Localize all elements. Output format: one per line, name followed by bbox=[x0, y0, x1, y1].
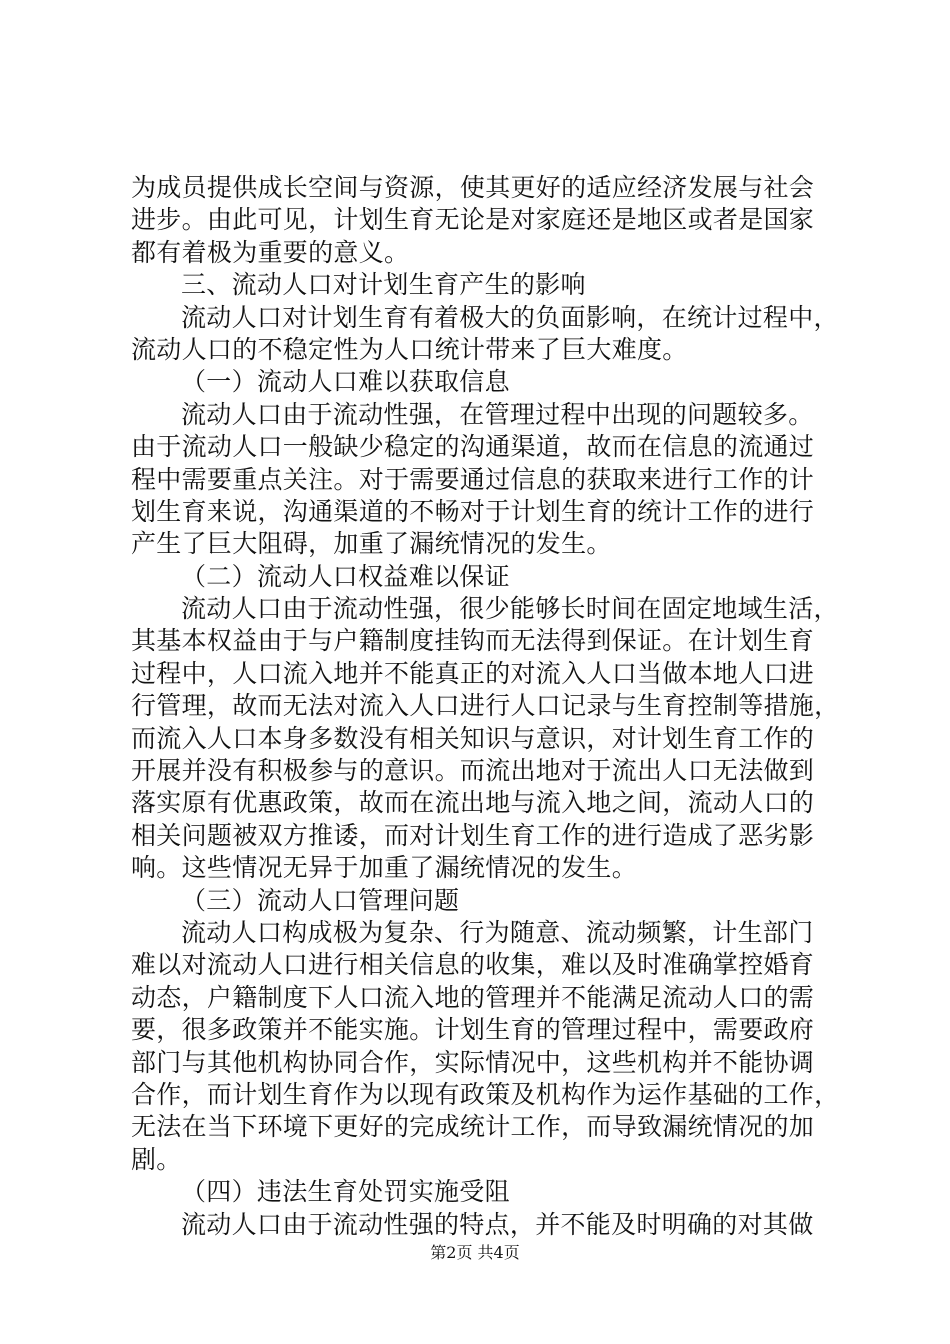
text-line: 为成员提供成长空间与资源，使其更好的适应经济发展与社会 bbox=[131, 173, 815, 202]
text-line: 合作，而计划生育作为以现有政策及机构作为运作基础的工作， bbox=[131, 1079, 840, 1109]
text-line: 剧。 bbox=[131, 1144, 182, 1174]
paragraph-first-line: 流动人口由于流动性强，很少能够长时间在固定地域生活， bbox=[181, 594, 839, 624]
text-line: 开展并没有积极参与的意识。而流出地对于流出人口无法做到 bbox=[131, 756, 815, 786]
page-footer: 第2页 共4页 bbox=[430, 1243, 520, 1262]
text-line: 划生育来说，沟通渠道的不畅对于计划生育的统计工作的进行 bbox=[131, 496, 815, 526]
document-body bbox=[131, 172, 840, 1241]
text-line: 流动人口的不稳定性为人口统计带来了巨大难度。 bbox=[131, 334, 688, 364]
text-line: 要，很多政策并不能实施。计划生育的管理过程中，需要政府 bbox=[131, 1015, 815, 1045]
text-line: 而流入人口本身多数没有相关知识与意识，对计划生育工作的 bbox=[131, 723, 815, 753]
paragraph-first-line: 流动人口对计划生育有着极大的负面影响，在统计过程中， bbox=[181, 302, 839, 332]
text-line: 难以对流动人口进行相关信息的收集，难以及时准确掌控婚育 bbox=[131, 950, 815, 980]
subsection-heading: （四）违法生育处罚实施受阻 bbox=[181, 1177, 510, 1207]
text-line: 进步。由此可见，计划生育无论是对家庭还是地区或者是国家 bbox=[131, 205, 815, 235]
subsection-heading: （一）流动人口难以获取信息 bbox=[181, 367, 510, 397]
text-line: 都有着极为重要的意义。 bbox=[131, 237, 410, 267]
subsection-heading: （二）流动人口权益难以保证 bbox=[181, 561, 510, 591]
paragraph-first-line: 流动人口由于流动性强的特点，并不能及时明确的对其做 bbox=[181, 1209, 814, 1239]
text-line: 响。这些情况无异于加重了漏统情况的发生。 bbox=[131, 853, 638, 883]
text-line: 过程中，人口流入地并不能真正的对流入人口当做本地人口进 bbox=[131, 658, 815, 688]
text-line: 相关问题被双方推诿，而对计划生育工作的进行造成了恶劣影 bbox=[131, 820, 815, 850]
text-line: 无法在当下环境下更好的完成统计工作，而导致漏统情况的加 bbox=[131, 1112, 815, 1142]
text-line: 产生了巨大阻碍，加重了漏统情况的发生。 bbox=[131, 529, 612, 559]
paragraph-first-line: 流动人口构成极为复杂、行为随意、流动频繁，计生部门 bbox=[181, 917, 814, 947]
text-line: 动态，户籍制度下人口流入地的管理并不能满足流动人口的需 bbox=[131, 982, 815, 1012]
paragraph-first-line: 流动人口由于流动性强，在管理过程中出现的问题较多。 bbox=[181, 399, 814, 429]
text-line: 部门与其他机构协同合作，实际情况中，这些机构并不能协调 bbox=[131, 1047, 815, 1077]
subsection-heading: （三）流动人口管理问题 bbox=[181, 885, 460, 915]
text-line: 落实原有优惠政策，故而在流出地与流入地之间，流动人口的 bbox=[131, 788, 815, 818]
text-line: 由于流动人口一般缺少稳定的沟通渠道，故而在信息的流通过 bbox=[131, 432, 815, 462]
text-line: 行管理，故而无法对流入人口进行人口记录与生育控制等措施， bbox=[131, 691, 840, 721]
text-line: 其基本权益由于与户籍制度挂钩而无法得到保证。在计划生育 bbox=[131, 626, 815, 656]
section-heading: 三、流动人口对计划生育产生的影响 bbox=[181, 270, 586, 300]
text-line: 程中需要重点关注。对于需要通过信息的获取来进行工作的计 bbox=[131, 464, 815, 494]
